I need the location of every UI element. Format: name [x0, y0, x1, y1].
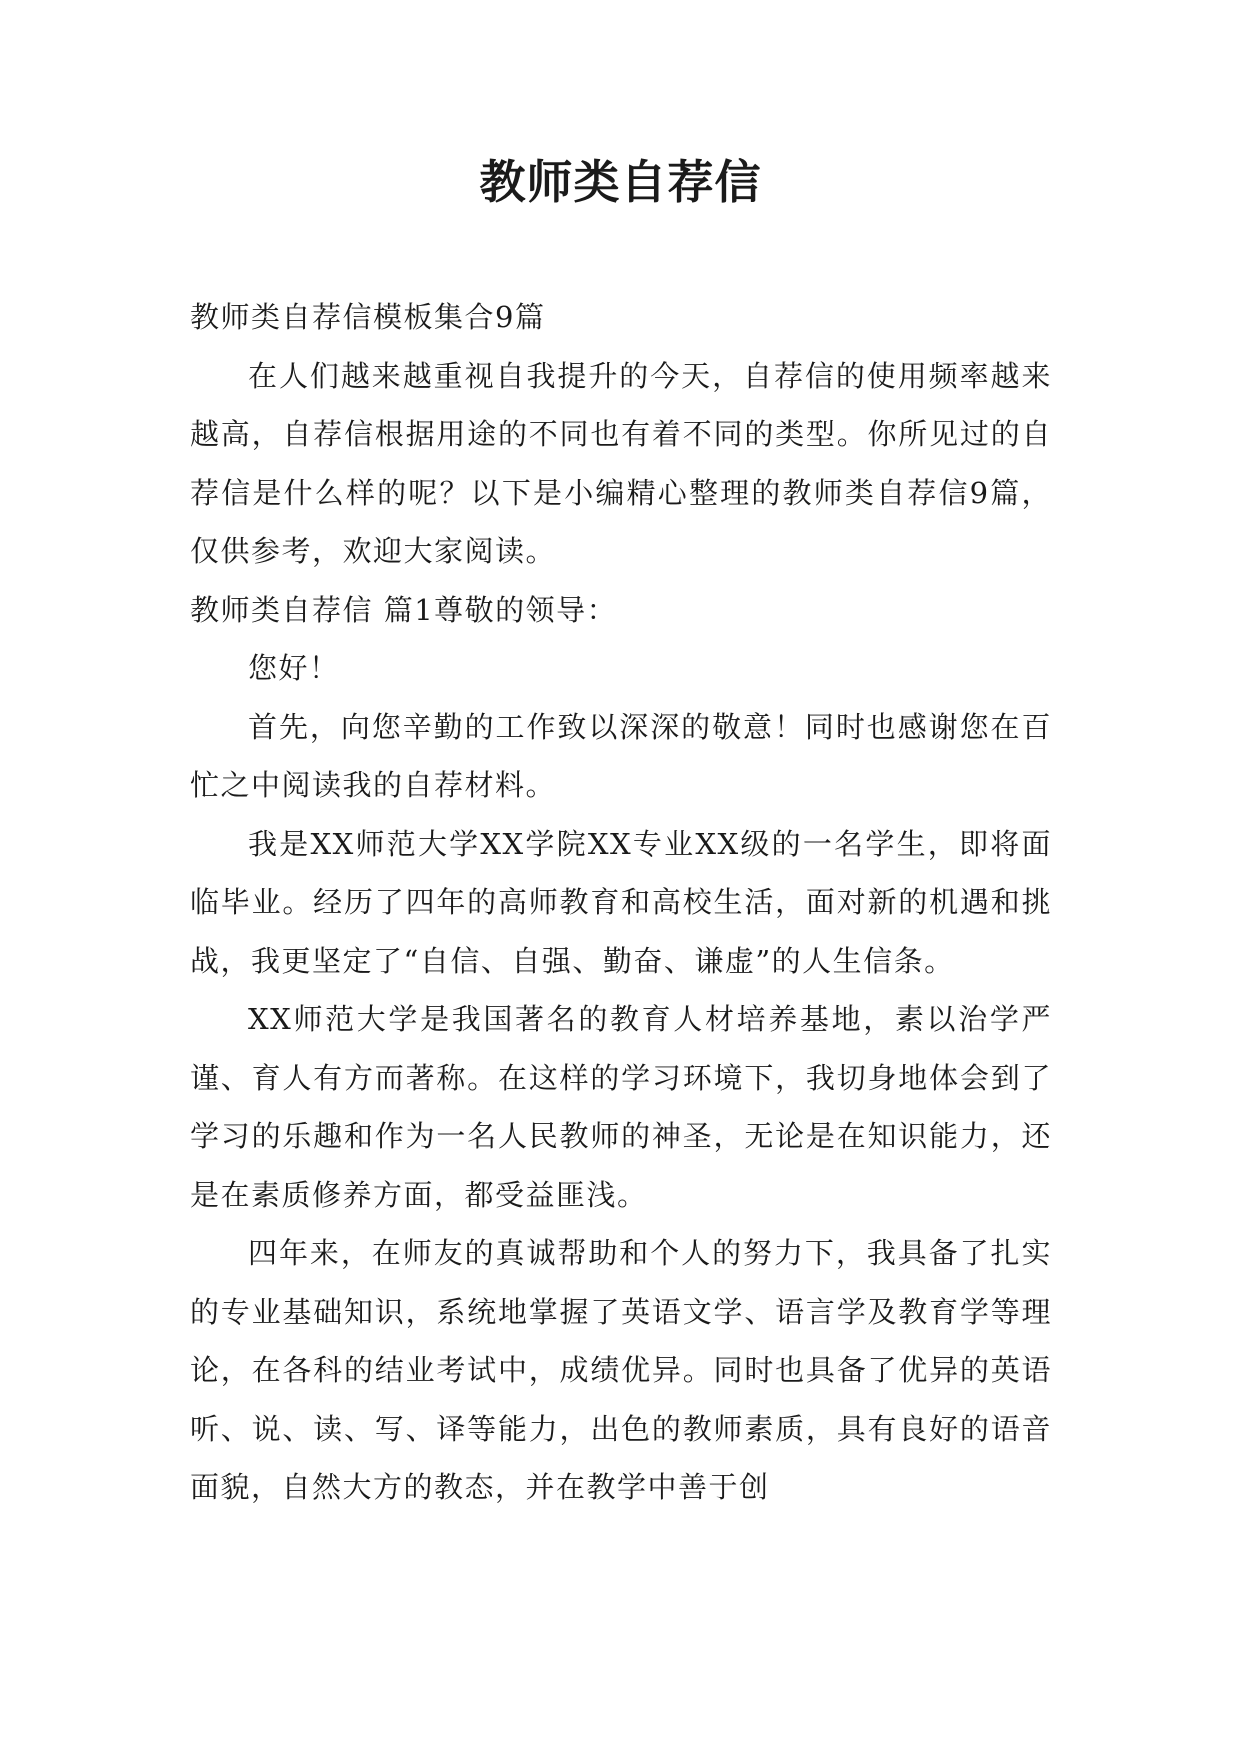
- body-paragraph: 我是XX师范大学XX学院XX专业XX级的一名学生，即将面临毕业。经历了四年的高师教育和高校生活，面对新的机遇和挑战，我更坚定了“自信、自强、勤奋、谦虚”的人生信条。: [190, 826, 1052, 978]
- document-title: 教师类自荐信: [479, 155, 762, 209]
- section-heading-line: 教师类自荐信 篇1尊敬的领导：: [190, 592, 618, 627]
- subtitle-line: 教师类自荐信模板集合9篇: [190, 300, 546, 334]
- body-paragraph: XX师范大学是我国著名的教育人材培养基地，素以治学严谨、育人有方而著称。在这样的学习环境下，我切身地体会到了学习的乐趣和作为一名人民教师的神圣，无论是在知识能力，还是在素质修养方面，都受益匪浅。: [190, 1002, 1052, 1212]
- document-body: [190, 288, 1052, 1517]
- greeting-paragraph: 您好！: [248, 651, 340, 685]
- intro-paragraph: 在人们越来越重视自我提升的今天，自荐信的使用频率越来越高，自荐信根据用途的不同也有着不同的类型。你所见过的自荐信是什么样的呢？以下是小编精心整理的教师类自荐信9篇，仅供参考，欢迎大家阅读。: [190, 358, 1052, 568]
- body-paragraph: 首先，向您辛勤的工作致以深深的敬意！同时也感谢您在百忙之中阅读我的自荐材料。: [190, 709, 1052, 802]
- body-paragraph: 四年来，在师友的真诚帮助和个人的努力下，我具备了扎实的专业基础知识，系统地掌握了英语文学、语言学及教育学等理论，在各科的结业考试中，成绩优异。同时也具备了优异的英语听、说、读、写、译等能力，出色的教师素质，具有良好的语音面貌，自然大方的教态，并在教学中善于创: [190, 1236, 1052, 1504]
